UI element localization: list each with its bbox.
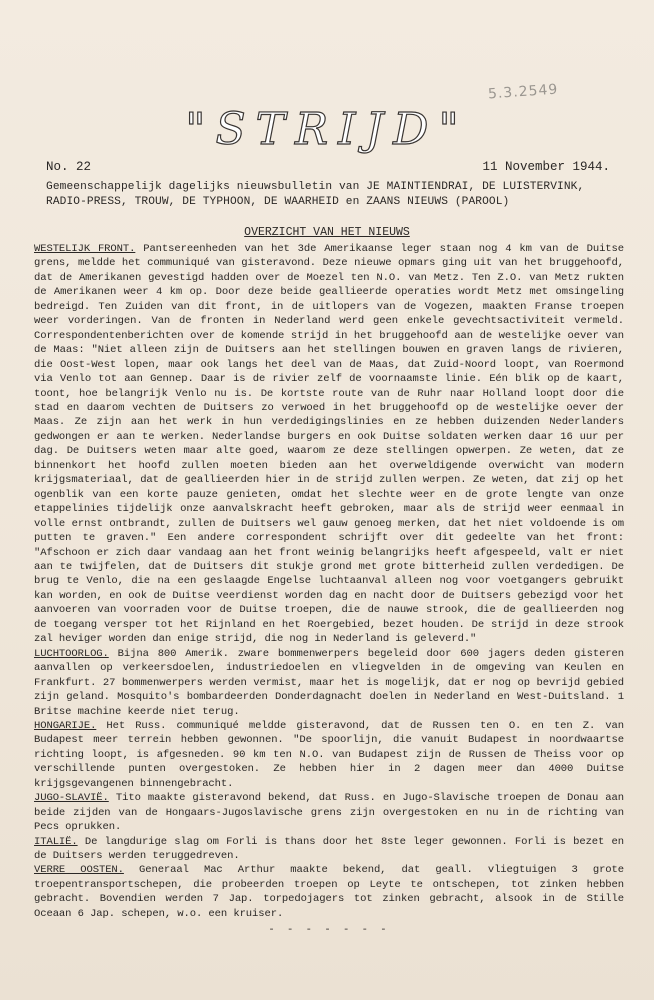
article-text: Generaal Mac Arthur maakte bekend, dat geall. vliegtuigen 3 grote troepentransportschepen, die probeerden troepen op Leyte te ontschepen, tot zinken hebben gebracht. Bovendien werden 7 Jap. torpedojagers tot zinken gebracht, alsook in de Stille Oceaan 6 Jap. schepen, w.o. een kruiser. xyxy=(34,864,624,920)
masthead-title: "STRIJD" xyxy=(185,104,469,155)
article-body xyxy=(34,242,624,938)
section-title: OVERZICHT VAN HET NIEUWS xyxy=(244,226,410,239)
article-paragraph xyxy=(34,719,624,791)
article-text: Bijna 800 Amerik. zware bommenwerpers begeleid door 600 jagers deden gisteren aanvallen op verkeersdoelen, industriedoelen en vliegvelden in de omgeving van Keulen en Frankfurt. 27 bommenwerpers werden vermist, maar het is mogelijk, dat er nog op bevrijd gebied zijn geland. Mosquito's bombardeerden Donderdagnacht doelen in Nederland en West-Duitsland. 1 Britse machine keerde niet terug. xyxy=(34,647,624,718)
article-paragraph xyxy=(34,647,624,719)
article-paragraph xyxy=(34,835,624,864)
article-paragraph xyxy=(34,791,624,834)
article-lead: HONGARIJE. xyxy=(34,719,97,732)
closing-divider: - - - - - - - xyxy=(268,924,390,937)
article-text: Tito maakte gisteravond bekend, dat Russ. en Jugo-Slavische troepen de Donau aan beide zijden van de Hongaars-Jugoslavische grens zijn overgestoken en nu in de richting van Pecs oprukken. xyxy=(34,792,624,834)
issue-date: 11 November 1944. xyxy=(482,160,610,174)
bulletin-subtitle: Gemeenschappelijk dagelijks nieuwsbulletin van JE MAINTIENDRAI, DE LUISTERVINK, RADIO-PRESS, TROUW, DE TYPHOON, DE WAARHEID en ZAANS NIEUWS (PAROOL) xyxy=(46,181,585,208)
article-lead: JUGO-SLAVIË. xyxy=(34,792,109,805)
article-lead: WESTELIJK FRONT. xyxy=(34,243,136,255)
issue-number: No. 22 xyxy=(46,160,92,174)
article-paragraph xyxy=(34,863,624,921)
article-text: Pantsereenheden van het 3de Amerikaanse leger staan nog 4 km van de Duitse grens, meldde het communiqué van gisteravond. Deze nieuwe opmars ging uit van het bruggehoofd, dat de Amerikanen gevestigd hadden over de Moezel ten N.O. van Metz. Ten Z.O. van Metz rukten de Amerikanen weer 4 km op. Door deze beide geallieerde operaties wordt Metz met omsingeling bedreigd. Ten Zuiden van dit front, in de uitlopers van de Vogezen, maakten Franse troepen weer vorderingen. Van de fronten in Nederland werd geen enkele gevechtsactiviteit vermeld. Correspondentenberichten over de komende strijd in het bruggehoofd aan de westelijke oever van de Maas: "Niet alleen zijn de Duitsers aan het stellingen bouwen en graven langs de rivieren, die Oost-West lopen, maar ook langs het deel van de Maas, dat Zuid-Noord loopt, van Roermond via Venlo tot aan Gennep. Daar is de rivier zelf de voornaamste linie. Eén blik op de kaart, toont, hoe belangrijk Venlo nu is. De kortste route van de Ruhr naar Holland loopt door die stad en daarom vechten de Duitsers zo verwoed in het bruggehoofd op de westelijke oever der Maas. Ze zijn aan het werk in hun verdedigingslinies en ze hebben duizenden Nederlanders gedwongen er aan te werken. Nederlandse burgers en ook Duitse soldaten werken daar 16 uur per dag. De Duitsers weten maar alte goed, waarom ze deze stellingen opwerpen. Ze weten, dat ze binnenkort het hoofd zullen moeten bieden aan het overweldigende overwicht van modern krijgsmateriaal, dat de geallieerden hier in de strijd zullen werpen. Ze weten, dat zij op het ogenblik van een korte pauze genieten, omdat het slechte weer en de grote lengte van onze etappelinies tijdelijk onze aanvalskracht heeft gebroken, maar als de strijd weer eenmaal in volle ernst ontbrandt, zullen de Duitsers wel gauw genoeg merken, dat het niet voldoende is om putten te graven." Een andere correspondent schrijft over dit gedeelte van het front: "Afschoon er zich daar vandaag aan het front weinig belangrijks heeft afgespeeld, valt er niet aan te twijfelen, dat de Duitsers dit stukje grond met grote bitterheid zullen verdedigen. De brug te Venlo, die na een geslaagde Engelse luchtaanval alleen nog voor voetgangers gebruikt kan worden, en ook de Duitse veerdienst worden dag en nacht door de Duitsers gebezigd voor het aanvoeren van voorraden voor de Duitse troepen, die de nauwe strook, die de geallieerden nog de toegang versper tot het Rijnland en het Roergebied, bezet houden. De strijd in deze strook zal heviger worden dan enige strijd, die nog in Nederland is geleverd." xyxy=(34,243,624,646)
article-lead: ITALIË. xyxy=(34,835,78,848)
archive-stamp: 5.3.2549 xyxy=(487,81,559,103)
article-lead: LUCHTOORLOG. xyxy=(34,647,109,660)
article-lead: VERRE OOSTEN. xyxy=(34,864,124,877)
article-text: Het Russ. communiqué meldde gisteravond, dat de Russen ten O. en ten Z. van Budapest meer terrein hebben gewonnen. "De spoorlijn, die vanuit Budapest in noordwaartse richting loopt, is afgesneden. 90 km ten N.O. van Budapest zijn de Russen de Theiss voor op verschillende punten overgestoken. Ze hebben hier in 2 dagen meer dan 4000 Duitse krijgsgevangenen binnengebracht. xyxy=(34,719,624,790)
article-text: De langdurige slag om Forli is thans door het 8ste leger gewonnen. Forli is bezet en de Duitsers werden teruggedreven. xyxy=(34,835,624,863)
article-paragraph xyxy=(34,242,624,647)
